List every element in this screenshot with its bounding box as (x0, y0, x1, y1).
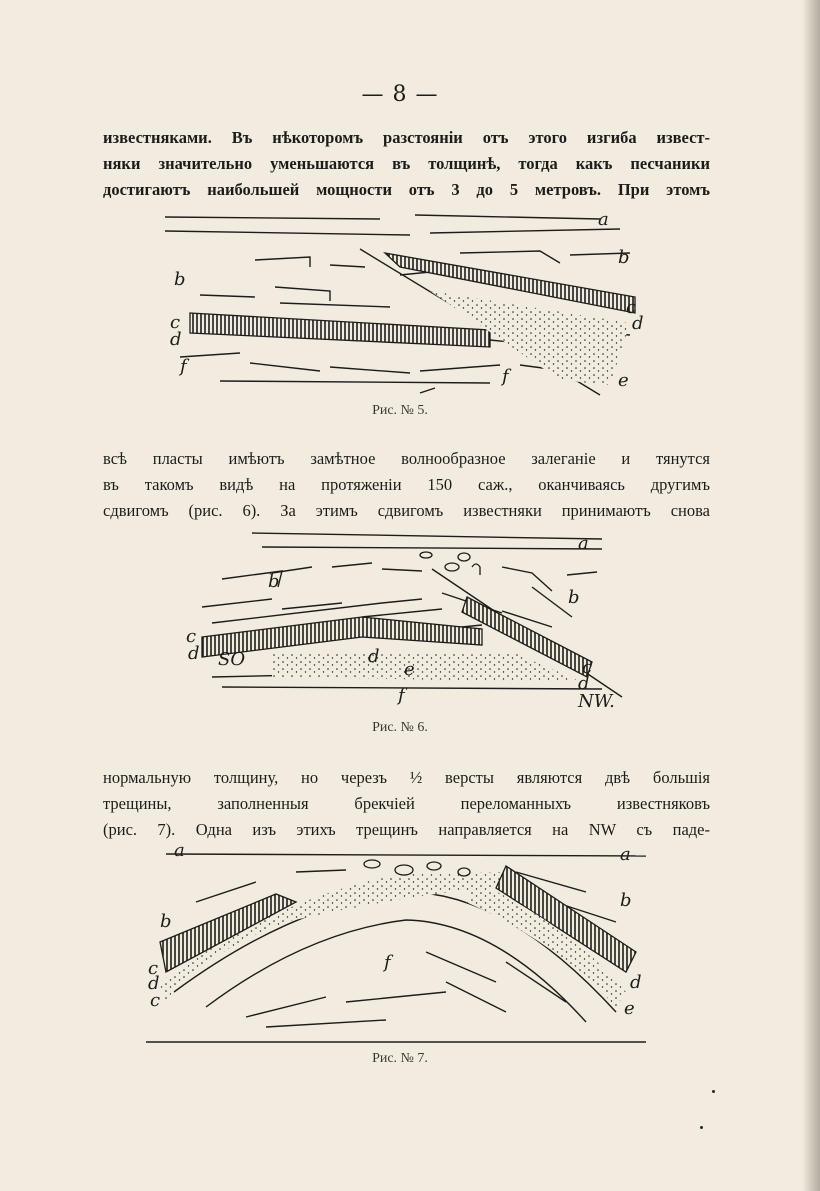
label-b: b (568, 587, 580, 608)
label-c: c (582, 657, 593, 678)
text-line: всѣ пласты имѣютъ замѣтное волнообразное залеганіе и тянутся (103, 449, 710, 468)
text-line: нормальную толщину, но черезъ ½ версты являются двѣ большія (103, 768, 710, 787)
label-e: e (404, 659, 415, 680)
text-line: сдвигомъ (рис. 6). За этимъ сдвигомъ известняки принимаютъ снова (103, 501, 710, 520)
label-a: a (578, 533, 589, 554)
label-c: c (626, 297, 637, 318)
text-line: известняками. Въ нѣкоторомъ разстояніи отъ этого изгиба извест- (103, 128, 710, 147)
label-b: b (618, 247, 630, 268)
label-f: f (398, 685, 405, 706)
figure-7-caption: Рис. № 7. (372, 1051, 428, 1066)
paragraph-1 (103, 125, 710, 203)
text-line: трещины, заполненныя брекчіей переломанныхъ известняковъ (103, 794, 710, 813)
label-b: b (268, 571, 280, 592)
text-line: въ такомъ видѣ на протяженіи 150 саж., оканчиваясь другимъ (103, 475, 710, 494)
label-d: d (188, 643, 200, 664)
label-b: b (174, 269, 186, 290)
label-f: f (502, 366, 509, 387)
text-line: няки значительно уменьшаются въ толщинѣ, тогда какъ песчаники (103, 154, 710, 173)
figure-6 (182, 527, 637, 712)
label-d: d (630, 972, 642, 993)
page-number: — 8 — (361, 82, 439, 107)
print-speck (712, 1090, 715, 1093)
label-d: d (170, 329, 182, 350)
page-edge-shadow (802, 0, 820, 1191)
label-c: c (170, 312, 181, 333)
label-so: SO (218, 649, 246, 670)
paragraph-3 (103, 765, 710, 843)
label-b: b (620, 890, 632, 911)
label-d: d (148, 973, 160, 994)
figure-7-drawing (146, 842, 651, 1047)
label-c: c (186, 626, 197, 647)
figure-6-drawing (182, 527, 637, 712)
label-f: f (180, 356, 187, 377)
figure-5-drawing (160, 205, 650, 400)
figure-6-caption: Рис. № 6. (372, 720, 428, 735)
label-nw: NW. (578, 691, 615, 712)
label-b: b (160, 911, 172, 932)
label-d: d (632, 313, 644, 334)
print-speck (700, 1126, 703, 1129)
label-e: e (624, 998, 635, 1019)
label-d: d (578, 673, 590, 694)
label-c: c (150, 990, 161, 1011)
label-d: d (368, 646, 380, 667)
figure-5-caption: Рис. № 5. (372, 403, 428, 418)
label-f: f (384, 952, 391, 973)
label-a: a (174, 842, 185, 861)
figure-5 (160, 205, 650, 400)
label-a: a (598, 209, 609, 230)
text-line: (рис. 7). Одна изъ этихъ трещинъ направляется на NW съ паде- (103, 820, 710, 839)
label-a: a (620, 844, 631, 865)
figure-7 (146, 842, 651, 1047)
text-line: достигаютъ наибольшей мощности отъ 3 до 5 метровъ. При этомъ (103, 180, 710, 199)
label-e: e (618, 370, 629, 391)
label-c: c (148, 958, 159, 979)
paragraph-2 (103, 446, 710, 524)
